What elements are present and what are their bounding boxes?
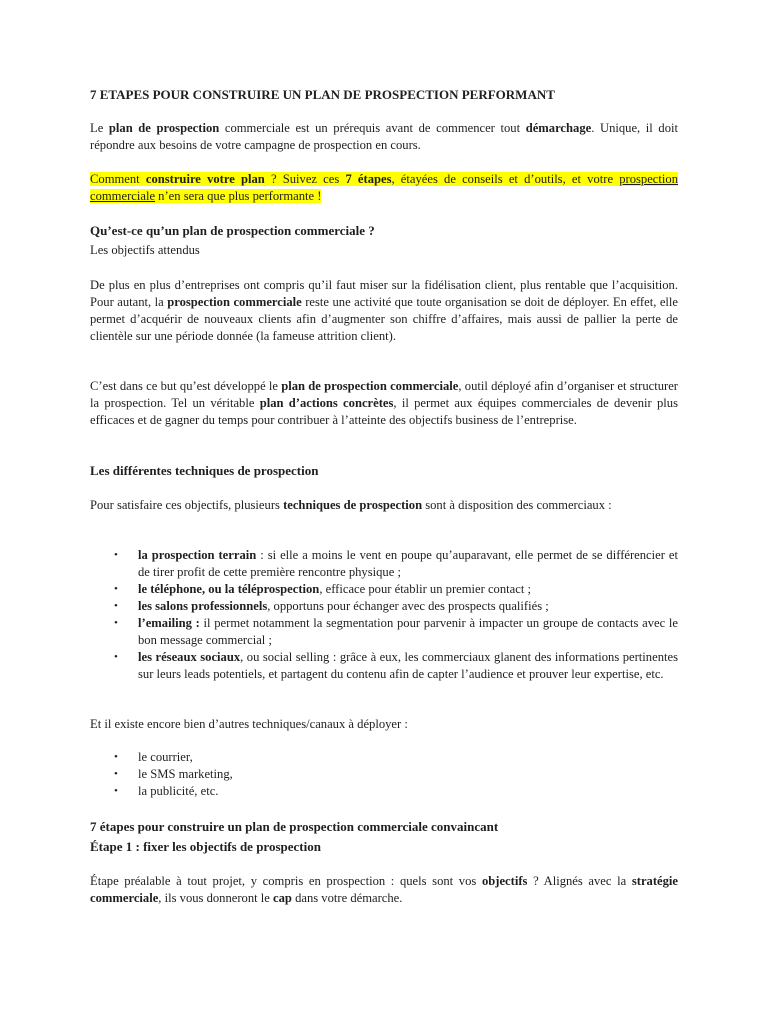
- paragraph-plan-outil: [90, 378, 678, 429]
- list-item-text: , opportuns pour échanger avec des prospects qualifiés ;: [267, 599, 549, 613]
- highlight-text: , étayées de conseils et d’outils, et votre: [391, 172, 620, 186]
- section-heading-techniques: Les différentes techniques de prospection: [90, 463, 319, 478]
- list-item: [90, 598, 678, 615]
- list-item-text: le SMS marketing,: [138, 767, 233, 781]
- list-item-text: , efficace pour établir un premier contact ;: [319, 582, 531, 596]
- intro-bold-demarchage: démarchage: [525, 121, 592, 135]
- paragraph-fidelisation: [90, 277, 678, 345]
- bullet-icon: •: [114, 768, 118, 780]
- list-item-text: , ou social selling : grâce à eux, les commerciaux glanent des informations pertinentes sur leurs leads potentiels, et partagent du contenu afin de capter l’audience et prouver leur expertise, etc.: [138, 650, 678, 681]
- paragraph-autres-canaux: Et il existe encore bien d’autres techniques/canaux à déployer :: [90, 717, 408, 731]
- intro-text: Le: [90, 121, 109, 135]
- paragraph-text: C’est dans ce but qu’est développé le: [90, 379, 282, 393]
- list-item: [90, 649, 678, 683]
- bullet-icon: •: [114, 617, 118, 629]
- paragraph-bold: cap: [273, 891, 292, 905]
- techniques-list: [90, 547, 678, 683]
- document-title: 7 ETAPES POUR CONSTRUIRE UN PLAN DE PROSPECTION PERFORMANT: [90, 87, 555, 102]
- list-item: [90, 547, 678, 581]
- paragraph-text: , outil déployé afin d’organiser et structurer la prospection. Tel un véritable: [90, 379, 678, 410]
- paragraph-text: reste une activité que toute organisation se doit de déployer. En effet, elle permet d’acquérir de nouveaux clients afin d’augmenter son chiffre d’affaires, mais aussi de pallier la perte de clientèle sur une période donnée (la fameuse attrition client).: [90, 295, 678, 343]
- bullet-icon: •: [114, 583, 118, 595]
- paragraph-bold: plan d’actions concrètes: [259, 396, 394, 410]
- list-item-bold: l’emailing :: [138, 616, 200, 630]
- list-item-text: la publicité, etc.: [138, 784, 219, 798]
- bullet-icon: •: [114, 600, 118, 612]
- list-item-text: le courrier,: [138, 750, 193, 764]
- list-item-bold: les réseaux sociaux: [138, 650, 241, 664]
- paragraph-techniques-intro: [90, 497, 678, 514]
- highlight-text: n’en sera que plus performante !: [155, 189, 322, 203]
- intro-text: commerciale est un prérequis avant de commencer tout: [219, 121, 526, 135]
- intro-paragraph: [90, 120, 678, 154]
- step-1-heading: Étape 1 : fixer les objectifs de prospection: [90, 839, 321, 854]
- paragraph-bold: techniques de prospection: [283, 498, 423, 512]
- list-item: [90, 581, 678, 598]
- paragraph-bold: plan de prospection commerciale: [281, 379, 459, 393]
- list-item-text: il permet notamment la segmentation pour parvenir à impacter un groupe de contacts avec le bon message commercial ;: [138, 616, 679, 647]
- channels-list: [90, 749, 678, 800]
- list-item-text: : si elle a moins le vent en poupe qu’auparavant, elle permet de se différencier et de tirer profit de cette première rencontre physique ;: [138, 548, 678, 579]
- paragraph-text: , il permet aux équipes commerciales de devenir plus efficaces et de gagner du temps pour contribuer à l’atteinte des objectifs business de l’entreprise.: [90, 396, 678, 427]
- highlight-text: ? Suivez ces: [264, 172, 346, 186]
- list-item-bold: les salons professionnels: [138, 599, 268, 613]
- bullet-icon: •: [114, 651, 118, 663]
- list-item: [90, 615, 678, 649]
- highlight-bold: 7 étapes: [345, 172, 392, 186]
- list-item-bold: la prospection terrain: [138, 548, 257, 562]
- paragraph-text: Étape préalable à tout projet, y compris en prospection : quels sont vos: [90, 874, 482, 888]
- list-item: [90, 766, 678, 783]
- paragraph-text: Pour satisfaire ces objectifs, plusieurs: [90, 498, 284, 512]
- highlighted-paragraph: [90, 171, 678, 205]
- intro-bold-plan: plan de prospection: [108, 121, 220, 135]
- highlight-text: Comment: [90, 172, 146, 186]
- list-item-bold: le téléphone, ou la téléprospection: [138, 582, 320, 596]
- paragraph-bold: stratégie commerciale: [90, 874, 679, 905]
- section-heading-7-etapes: 7 étapes pour construire un plan de prospection commerciale convaincant: [90, 819, 499, 834]
- paragraph-bold: objectifs: [481, 874, 528, 888]
- paragraph-text: , ils vous donneront le: [158, 891, 274, 905]
- bullet-icon: •: [114, 751, 118, 763]
- section-heading-plan: Qu’est-ce qu’un plan de prospection commerciale ?: [90, 223, 375, 238]
- paragraph-text: sont à disposition des commerciaux :: [422, 498, 612, 512]
- paragraph-step-1: [90, 873, 678, 907]
- prospection-link[interactable]: prospection commerciale: [90, 172, 678, 203]
- bullet-icon: •: [114, 785, 118, 797]
- paragraph-text: ? Alignés avec la: [527, 874, 632, 888]
- subheading-objectifs: Les objectifs attendus: [90, 243, 200, 257]
- paragraph-bold: prospection commerciale: [167, 295, 302, 309]
- list-item: [90, 783, 678, 800]
- bullet-icon: •: [114, 549, 118, 561]
- highlight-bold: construire votre plan: [145, 172, 265, 186]
- paragraph-text: De plus en plus d’entreprises ont compris qu’il faut miser sur la fidélisation client, plus rentable que l’acquisition. Pour autant, la: [90, 278, 678, 309]
- paragraph-text: dans votre démarche.: [291, 891, 403, 905]
- list-item: [90, 749, 678, 766]
- intro-text: . Unique, il doit répondre aux besoins de votre campagne de prospection en cours.: [90, 121, 679, 152]
